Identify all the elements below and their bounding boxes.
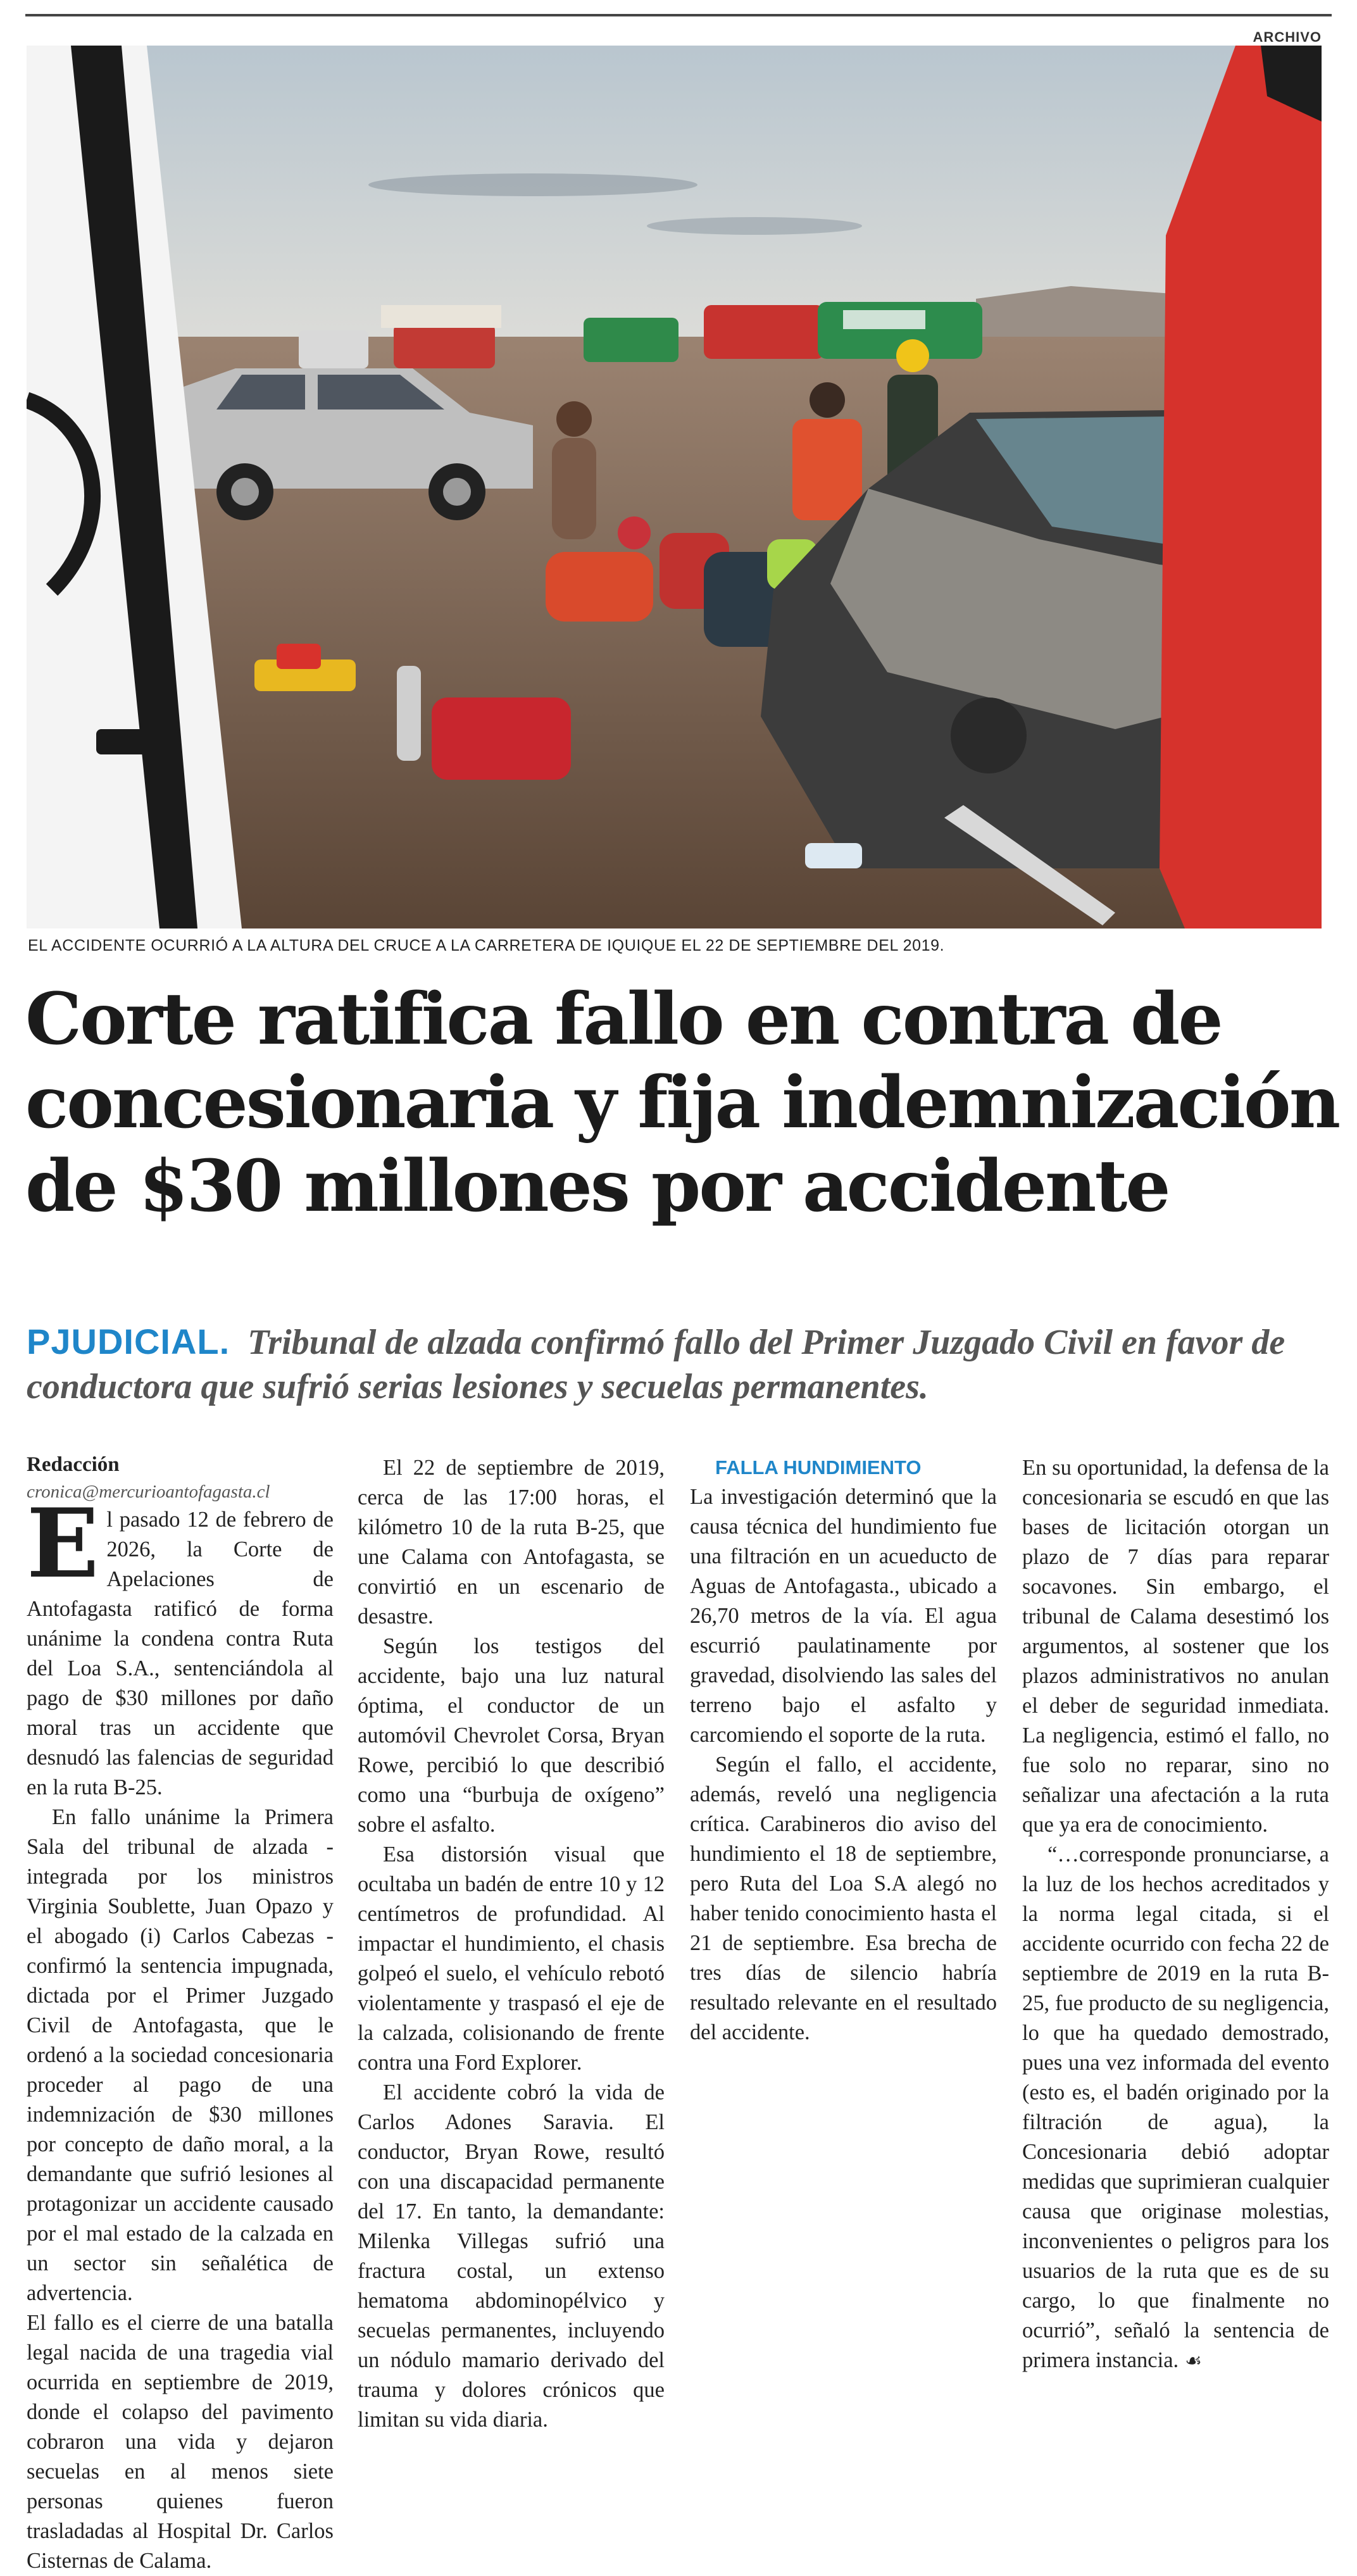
paragraph-6: Esa distorsión visual que ocultaba un badén de entre 10 y 12 centímetros de profundidad. Al impactar el hundimiento, el chasis golpeó el suelo, el vehículo rebotó violentamente y traspasó el eje de la calzada, colisionando de frente contra una Ford Explorer. [358,1842,665,2075]
accident-photo [27,46,1322,928]
paragraph-8: La investigación determinó que la causa técnica del hundimiento fue una filtración en un acueducto de Aguas de Antofagasta., ubicado a 26,70 metros de la vía. El agua escurrió paulatinamente por gravedad, disolviendo las sales del terreno bajo el asfalto y carcomiendo el soporte de la ruta. [690,1485,997,1747]
paragraph-7: El accidente cobró la vida de Carlos Adones Saravia. El conductor, Bryan Rowe, resultó con una discapacidad permanente del 17. En tanto, la demandante: Milenka Villegas sufrió una fractura costal, un extenso hematoma abdominopélvico y secuelas permanentes, incluyendo un nódulo mamario derivado del trauma y dolores crónicos que limitan su vida diaria. [358,2080,665,2432]
column-2 [358,1453,665,2435]
paragraph-11-text: “…corresponde pronunciarse, a la luz de los hechos acreditados y la norma legal citada, si el accidente ocurrido con fecha 22 de septiembre de 2019 en la ruta B-25, fue producto de su negligencia, lo que ha quedado demostrado, pues una vez informada del evento (esto es, el badén originado por la filtración de agua), la Concesionaria debió adoptar medidas que suprimieran cualquier causa que originase molestias, inconvenientes o peligros para los usuarios de la ruta que es de su cargo, lo que finalmente no ocurrió”, señaló la sentencia de primera instancia. [1022,1842,1329,2372]
paragraph-10: En su oportunidad, la defensa de la concesionaria se escudó en que las bases de licitación otorgan un plazo de 7 días para reparar socavones. Sin embargo, el tribunal de Calama desestimó los argumentos, al sostener que los plazos administrativos no anulan el deber de seguridad inmediata. La negligencia, estimó el fallo, no fue solo no reparar, sino no señalizar una afectación a la ruta que ya era de conocimiento. [1022,1456,1329,1837]
byline-email: cronica@mercurioantofagasta.cl [27,1482,270,1502]
column-1 [27,1451,334,2576]
byline-author: Redacción [27,1453,120,1476]
paragraph-11 [1022,1840,1329,2376]
paragraph-5: Según los testigos del accidente, bajo una luz natural óptima, el conductor de un automóvil Chevrolet Corsa, Bryan Rowe, percibió lo que describió como una “burbuja de oxígeno” sobre el asfalto. [358,1634,665,1837]
deck-label: PJUDICIAL. [27,1322,230,1361]
paragraph-1-text: l pasado 12 de febrero de 2026, la Corte de Apelaciones de Antofagasta ratificó de forma unánime la condena contra Ruta del Loa S.A., sentenciándola al pago de $30 millones por daño moral tras un accidente que desnudó las falencias de seguridad en la ruta B-25. [27,1508,334,1799]
deck [27,1320,1330,1409]
photo-credit: ARCHIVO [1253,29,1322,45]
top-rule [25,14,1332,16]
end-mark-icon: ☙ [1185,2350,1203,2372]
column-4 [1022,1453,1329,2376]
paragraph-4: El 22 de septiembre de 2019, cerca de las 17:00 horas, el kilómetro 10 de la ruta B-25, que une Calama con Antofagasta, se convirtió en un escenario de desastre. [358,1456,665,1629]
paragraph-9: Según el fallo, el accidente, además, reveló una negligencia crítica. Carabineros dio aviso del hundimiento el 18 de septiembre, pero Ruta del Loa S.A alegó no haber tenido conocimiento hasta el 21 de septiembre. Esa brecha de tres días de silencio habría resultado relevante en el resultado del accidente. [690,1753,997,2044]
paragraph-2: En fallo unánime la Primera Sala del tribunal de alzada -integrada por los ministros Virginia Soublette, Juan Opazo y el abogado (i) Carlos Cabezas - confirmó la sentencia impugnada, dictada por el Primer Juzgado Civil de Antofagasta, que le ordenó a la sociedad concesionaria proceder al pago de una indemnización de $30 millones por concepto de daño moral, a la demandante que sufrió lesiones al protagonizar un accidente causado por el mal estado de la calzada en un sector sin señalética de advertencia. [27,1805,334,2305]
subhead: FALLA HUNDIMIENTO [715,1456,922,1479]
column-3 [690,1453,997,2048]
drop-cap: E [27,1488,99,1599]
photo-caption: EL ACCIDENTE OCURRIÓ A LA ALTURA DEL CRUCE A LA CARRETERA DE IQUIQUE EL 22 DE SEPTIEMBRE DEL 2019. [28,937,945,954]
paragraph-3: El fallo es el cierre de una batalla legal nacida de una tragedia vial ocurrida en septiembre de 2019, donde el colapso del pavimento cobraron una vida y dejaron secuelas en al menos siete personas quienes fueron trasladadas al Hospital Dr. Carlos Cisternas de Calama. [27,2311,334,2573]
deck-text: Tribunal de alzada confirmó fallo del Primer Juzgado Civil en favor de conductora que sufrió serias lesiones y secuelas permanentes. [27,1323,1285,1406]
headline: Corte ratifica fallo en contra de concesionaria y fija indemnización de $30 millones por accidente [25,978,1339,1228]
